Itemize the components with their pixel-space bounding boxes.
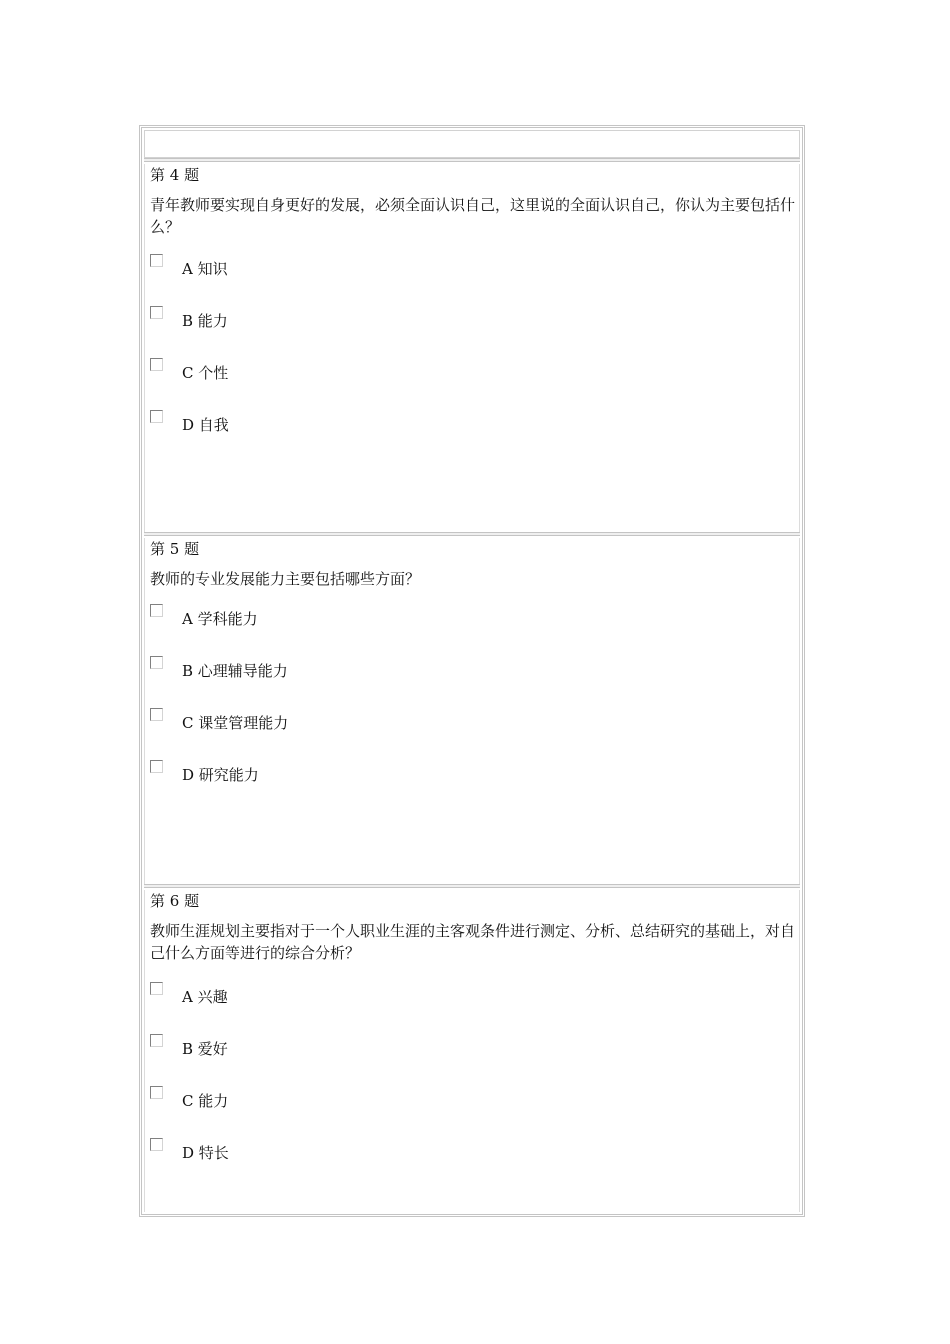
option-label: D 特长 bbox=[182, 1144, 229, 1162]
section-divider bbox=[144, 158, 800, 162]
question-4 bbox=[144, 164, 800, 532]
option-checkbox[interactable] bbox=[150, 656, 163, 669]
question-text: 青年教师要实现自身更好的发展，必须全面认识自己，这里说的全面认识自己，你认为主要包括什么？ bbox=[150, 196, 796, 236]
option-checkbox[interactable] bbox=[150, 982, 163, 995]
option-a[interactable] bbox=[150, 604, 450, 628]
option-checkbox[interactable] bbox=[150, 708, 163, 721]
option-checkbox[interactable] bbox=[150, 254, 163, 267]
option-label: D 研究能力 bbox=[182, 766, 259, 784]
option-label: B 心理辅导能力 bbox=[182, 662, 288, 680]
option-checkbox[interactable] bbox=[150, 410, 163, 423]
option-checkbox[interactable] bbox=[150, 760, 163, 773]
option-checkbox[interactable] bbox=[150, 1138, 163, 1151]
question-text: 教师生涯规划主要指对于一个人职业生涯的主客观条件进行测定、分析、总结研究的基础上，对自己什么方面等进行的综合分析？ bbox=[150, 922, 796, 962]
option-d[interactable] bbox=[150, 760, 450, 784]
option-checkbox[interactable] bbox=[150, 1086, 163, 1099]
option-checkbox[interactable] bbox=[150, 358, 163, 371]
quiz-header-strip bbox=[144, 130, 800, 158]
option-c[interactable] bbox=[150, 1086, 450, 1110]
option-label: C 个性 bbox=[182, 364, 229, 382]
option-c[interactable] bbox=[150, 358, 450, 382]
option-label: C 课堂管理能力 bbox=[182, 714, 289, 732]
question-number: 第 6 题 bbox=[150, 892, 200, 910]
question-6 bbox=[144, 890, 800, 1212]
option-a[interactable] bbox=[150, 254, 450, 278]
option-checkbox[interactable] bbox=[150, 306, 163, 319]
option-checkbox[interactable] bbox=[150, 1034, 163, 1047]
option-b[interactable] bbox=[150, 306, 450, 330]
option-c[interactable] bbox=[150, 708, 450, 732]
option-label: A 学科能力 bbox=[182, 610, 258, 628]
option-label: D 自我 bbox=[182, 416, 229, 434]
question-number: 第 5 题 bbox=[150, 540, 200, 558]
section-divider bbox=[144, 532, 800, 536]
option-checkbox[interactable] bbox=[150, 604, 163, 617]
option-label: A 兴趣 bbox=[182, 988, 228, 1006]
option-d[interactable] bbox=[150, 410, 450, 434]
option-label: B 爱好 bbox=[182, 1040, 228, 1058]
option-b[interactable] bbox=[150, 1034, 450, 1058]
option-label: C 能力 bbox=[182, 1092, 229, 1110]
quiz-frame bbox=[139, 125, 805, 1217]
option-d[interactable] bbox=[150, 1138, 450, 1162]
question-5 bbox=[144, 538, 800, 884]
question-text: 教师的专业发展能力主要包括哪些方面？ bbox=[150, 570, 421, 588]
option-a[interactable] bbox=[150, 982, 450, 1006]
option-label: B 能力 bbox=[182, 312, 228, 330]
option-b[interactable] bbox=[150, 656, 450, 680]
option-label: A 知识 bbox=[182, 260, 228, 278]
question-number: 第 4 题 bbox=[150, 166, 200, 184]
section-divider bbox=[144, 884, 800, 888]
